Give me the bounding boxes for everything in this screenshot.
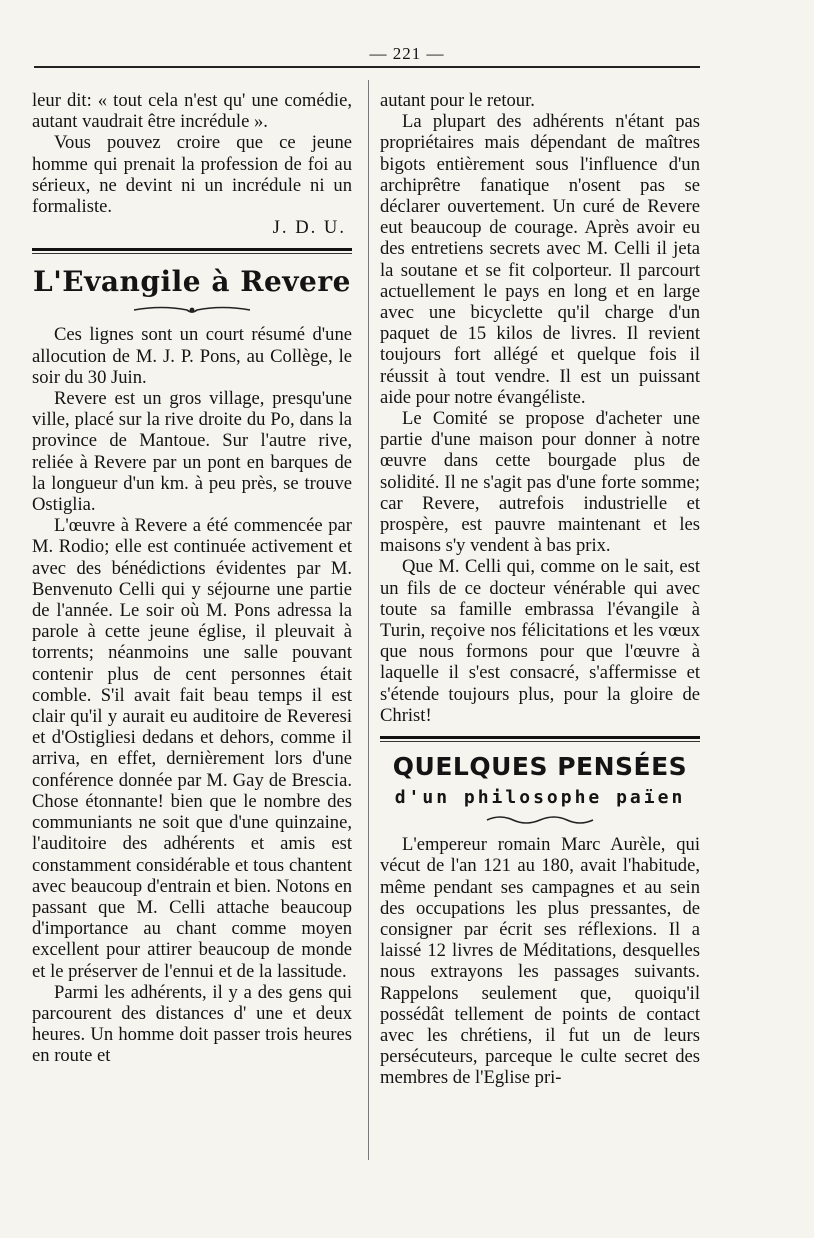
signature: J. D. U. bbox=[272, 217, 346, 239]
article-title: L'Evangile à Revere bbox=[33, 265, 351, 299]
page-number: — 221 — bbox=[369, 44, 445, 63]
article-paragraph: Parmi les adhérents, il y a des gens qui parcourent des distances d' une et deux heures. Un homme doit passer trois heures en route et bbox=[32, 981, 352, 1067]
article-paragraph: Que M. Celli qui, comme on le sait, est un fils de ce docteur vénérable qui avec toute sa famille embrassa l'évangile à Turin, reçoive nos félicitations et les vœux que nous formons pour que l'œuvre à laquelle il s'est consacré, s'affermisse et s'étende toujours plus, pour la gloire de Christ! bbox=[380, 556, 700, 726]
article-paragraph: autant pour le retour. bbox=[380, 90, 535, 111]
header-rule bbox=[34, 66, 700, 68]
ornament-divider-icon bbox=[132, 304, 252, 316]
continuation-paragraph: leur dit: « tout cela n'est qu' une comédie, autant vaudrait être incrédule ». bbox=[32, 90, 352, 133]
continuation-paragraph: Vous pouvez croire que ce jeune homme qui prenait la profession de foi au sérieux, ne devint ni un incrédule ni un formaliste. bbox=[32, 132, 352, 218]
article-paragraph: Ces lignes sont un court résumé d'une allocution de M. J. P. Pons, au Collège, le soir du 30 Juin. bbox=[32, 324, 352, 388]
column-divider bbox=[368, 80, 369, 1160]
article-paragraph: Le Comité se propose d'acheter une partie d'une maison pour donner à notre œuvre dans cette bourgade plus de solidité. Il ne s'agit pas d'une forte somme; car Revere, autrefois industrielle et prospère, est pauvre maintenant et les maisons s'y vendent à bas prix. bbox=[380, 408, 700, 557]
article-separator-heavy bbox=[32, 248, 352, 251]
section-paragraph: L'empereur romain Marc Aurèle, qui vécut de l'an 121 au 180, avait l'habitude, même pendant ses campagnes et au sein des occupations les plus pressantes, de consigner par écrit ses réflexions. Il a laissé 12 livres de Méditations, desquelles nous extrayons les passages suivants. Rappelons seulement que, quoiqu'il possédât tellement de points de contact avec les chrétiens, il fut un de leurs persécuteurs, parceque le culte secret des membres de l'Eglise pri- bbox=[380, 834, 700, 1089]
ornament-divider-icon bbox=[485, 814, 595, 826]
article-paragraph: Revere est un gros village, presqu'une ville, placé sur la rive droite du Po, dans la province de Mantoue. Sur l'autre rive, reliée à Revere par un pont en barques de la longueur d'un km. à peu près, se trouve Ostiglia. bbox=[32, 388, 352, 516]
section-separator-heavy bbox=[380, 736, 700, 739]
section-title: QUELQUES PENSÉES bbox=[392, 752, 688, 782]
right-column bbox=[380, 90, 700, 1089]
left-column bbox=[32, 90, 352, 1067]
article-paragraph: L'œuvre à Revere a été commencée par M. Rodio; elle est continuée activement et avec des bénédictions évidentes par M. Benvenuto Celli qui y séjourne une partie de l'année. Le soir où M. Pons adressa la parole à cette jeune église, il pleuvait à torrents; néanmoins une salle pouvant contenir plus de cent personnes était comble. S'il avait fait beau temps il est clair qu'il y aurait eu auditoire de Reveresi et d'Ostigliesi dedans et dehors, comme il arriva, en effet, dernièrement lors d'une conférence donnée par M. Gay de Brescia. Chose étonnante! bien que le nombre des communiants ne soit que d'une quinzaine, l'auditoire des adhérents et amis est constamment considérable et tous chantent avec beaucoup d'entrain et bien. Notons en passant que M. Celli attache beaucoup d'importance au chant comme moyen excellent pour attirer beaucoup de monde et le préserver de l'ennui et de la lassitude. bbox=[32, 515, 352, 982]
article-paragraph: La plupart des adhérents n'étant pas propriétaires mais dépendant de maîtres bigots entièrement sous l'influence d'un archiprêtre fanatique n'osent pas se déclarer ouvertement. Un curé de Revere eut beaucoup de courage. Après avoir eu des entretiens secrets avec M. Celli il jeta la soutane et se fit colporteur. Il parcourt actuellement le pays en long et en large avec une bicyclette qu'il charge d'un paquet de 15 kilos de livres. Il revient toujours fort allégé et quelque fois il réussit à tout vendre. Il est un puissant aide pour notre évangéliste. bbox=[380, 111, 700, 408]
section-subtitle: d'un philosophe païen bbox=[394, 787, 686, 809]
article-separator-thin bbox=[32, 253, 352, 254]
section-separator-thin bbox=[380, 741, 700, 742]
